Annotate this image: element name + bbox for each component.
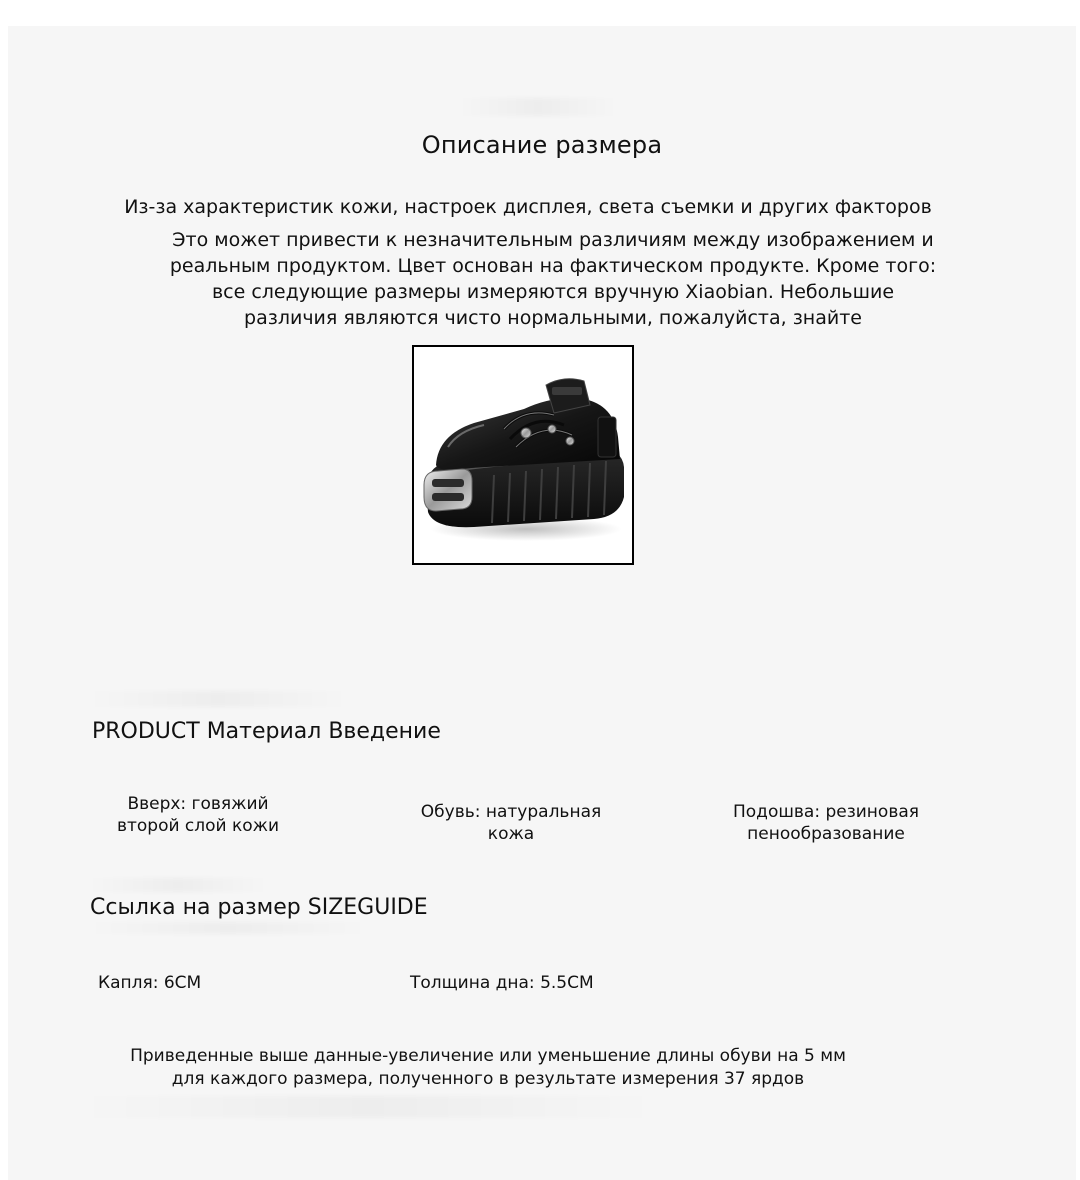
- page-sheet: [8, 26, 1076, 1180]
- intro-line-1: Из-за характеристик кожи, настроек дисплея, света съемки и других факторов: [124, 196, 932, 218]
- ghost-text-mid: [88, 691, 348, 707]
- size-heading: Ссылка на размер SIZEGUIDE: [90, 895, 428, 920]
- page-title: Описание размера: [421, 131, 663, 159]
- intro-line: реальным продуктом. Цвет основан на фактическом продукте. Кроме того:: [169, 255, 937, 277]
- spec-drop: Капля: 6CM: [98, 973, 202, 993]
- material-lining-line: кожа: [487, 824, 535, 844]
- intro-line: различия являются чисто нормальными, пожалуйста, знайте: [244, 307, 862, 329]
- ghost-text-size-2: [88, 922, 368, 934]
- size-note: [68, 1045, 908, 1091]
- size-note-line: Приведенные выше данные-увеличение или уменьшение длины обуви на 5 мм: [130, 1046, 846, 1066]
- material-lining-line: Обувь: натуральная: [420, 802, 602, 822]
- materials-heading: PRODUCT Материал Введение: [92, 719, 441, 744]
- material-upper: [88, 793, 308, 837]
- size-note-line: для каждого размера, полученного в результате измерения 37 ярдов: [171, 1069, 805, 1089]
- spec-sole-thickness: Толщина дна: 5.5CM: [410, 973, 594, 993]
- ghost-text-top: [458, 98, 618, 116]
- material-sole-line: Подошва: резиновая: [733, 802, 919, 822]
- shoe-photo-icon: [414, 347, 632, 563]
- material-upper-line: второй слой кожи: [116, 816, 280, 836]
- intro-line: все следующие размеры измеряются вручную Xiaobian. Небольшие: [211, 281, 895, 303]
- ghost-text-bottom: [78, 1096, 658, 1118]
- intro-paragraph: [68, 227, 1038, 331]
- material-lining: [406, 801, 616, 845]
- intro-line: Это может привести к незначительным различиям между изображением и: [172, 229, 934, 251]
- material-sole: [716, 801, 936, 845]
- material-upper-line: Вверх: говяжий: [127, 794, 269, 814]
- material-sole-line: пенообразование: [747, 824, 905, 844]
- ghost-text-size: [88, 878, 268, 892]
- product-photo-frame: [412, 345, 634, 565]
